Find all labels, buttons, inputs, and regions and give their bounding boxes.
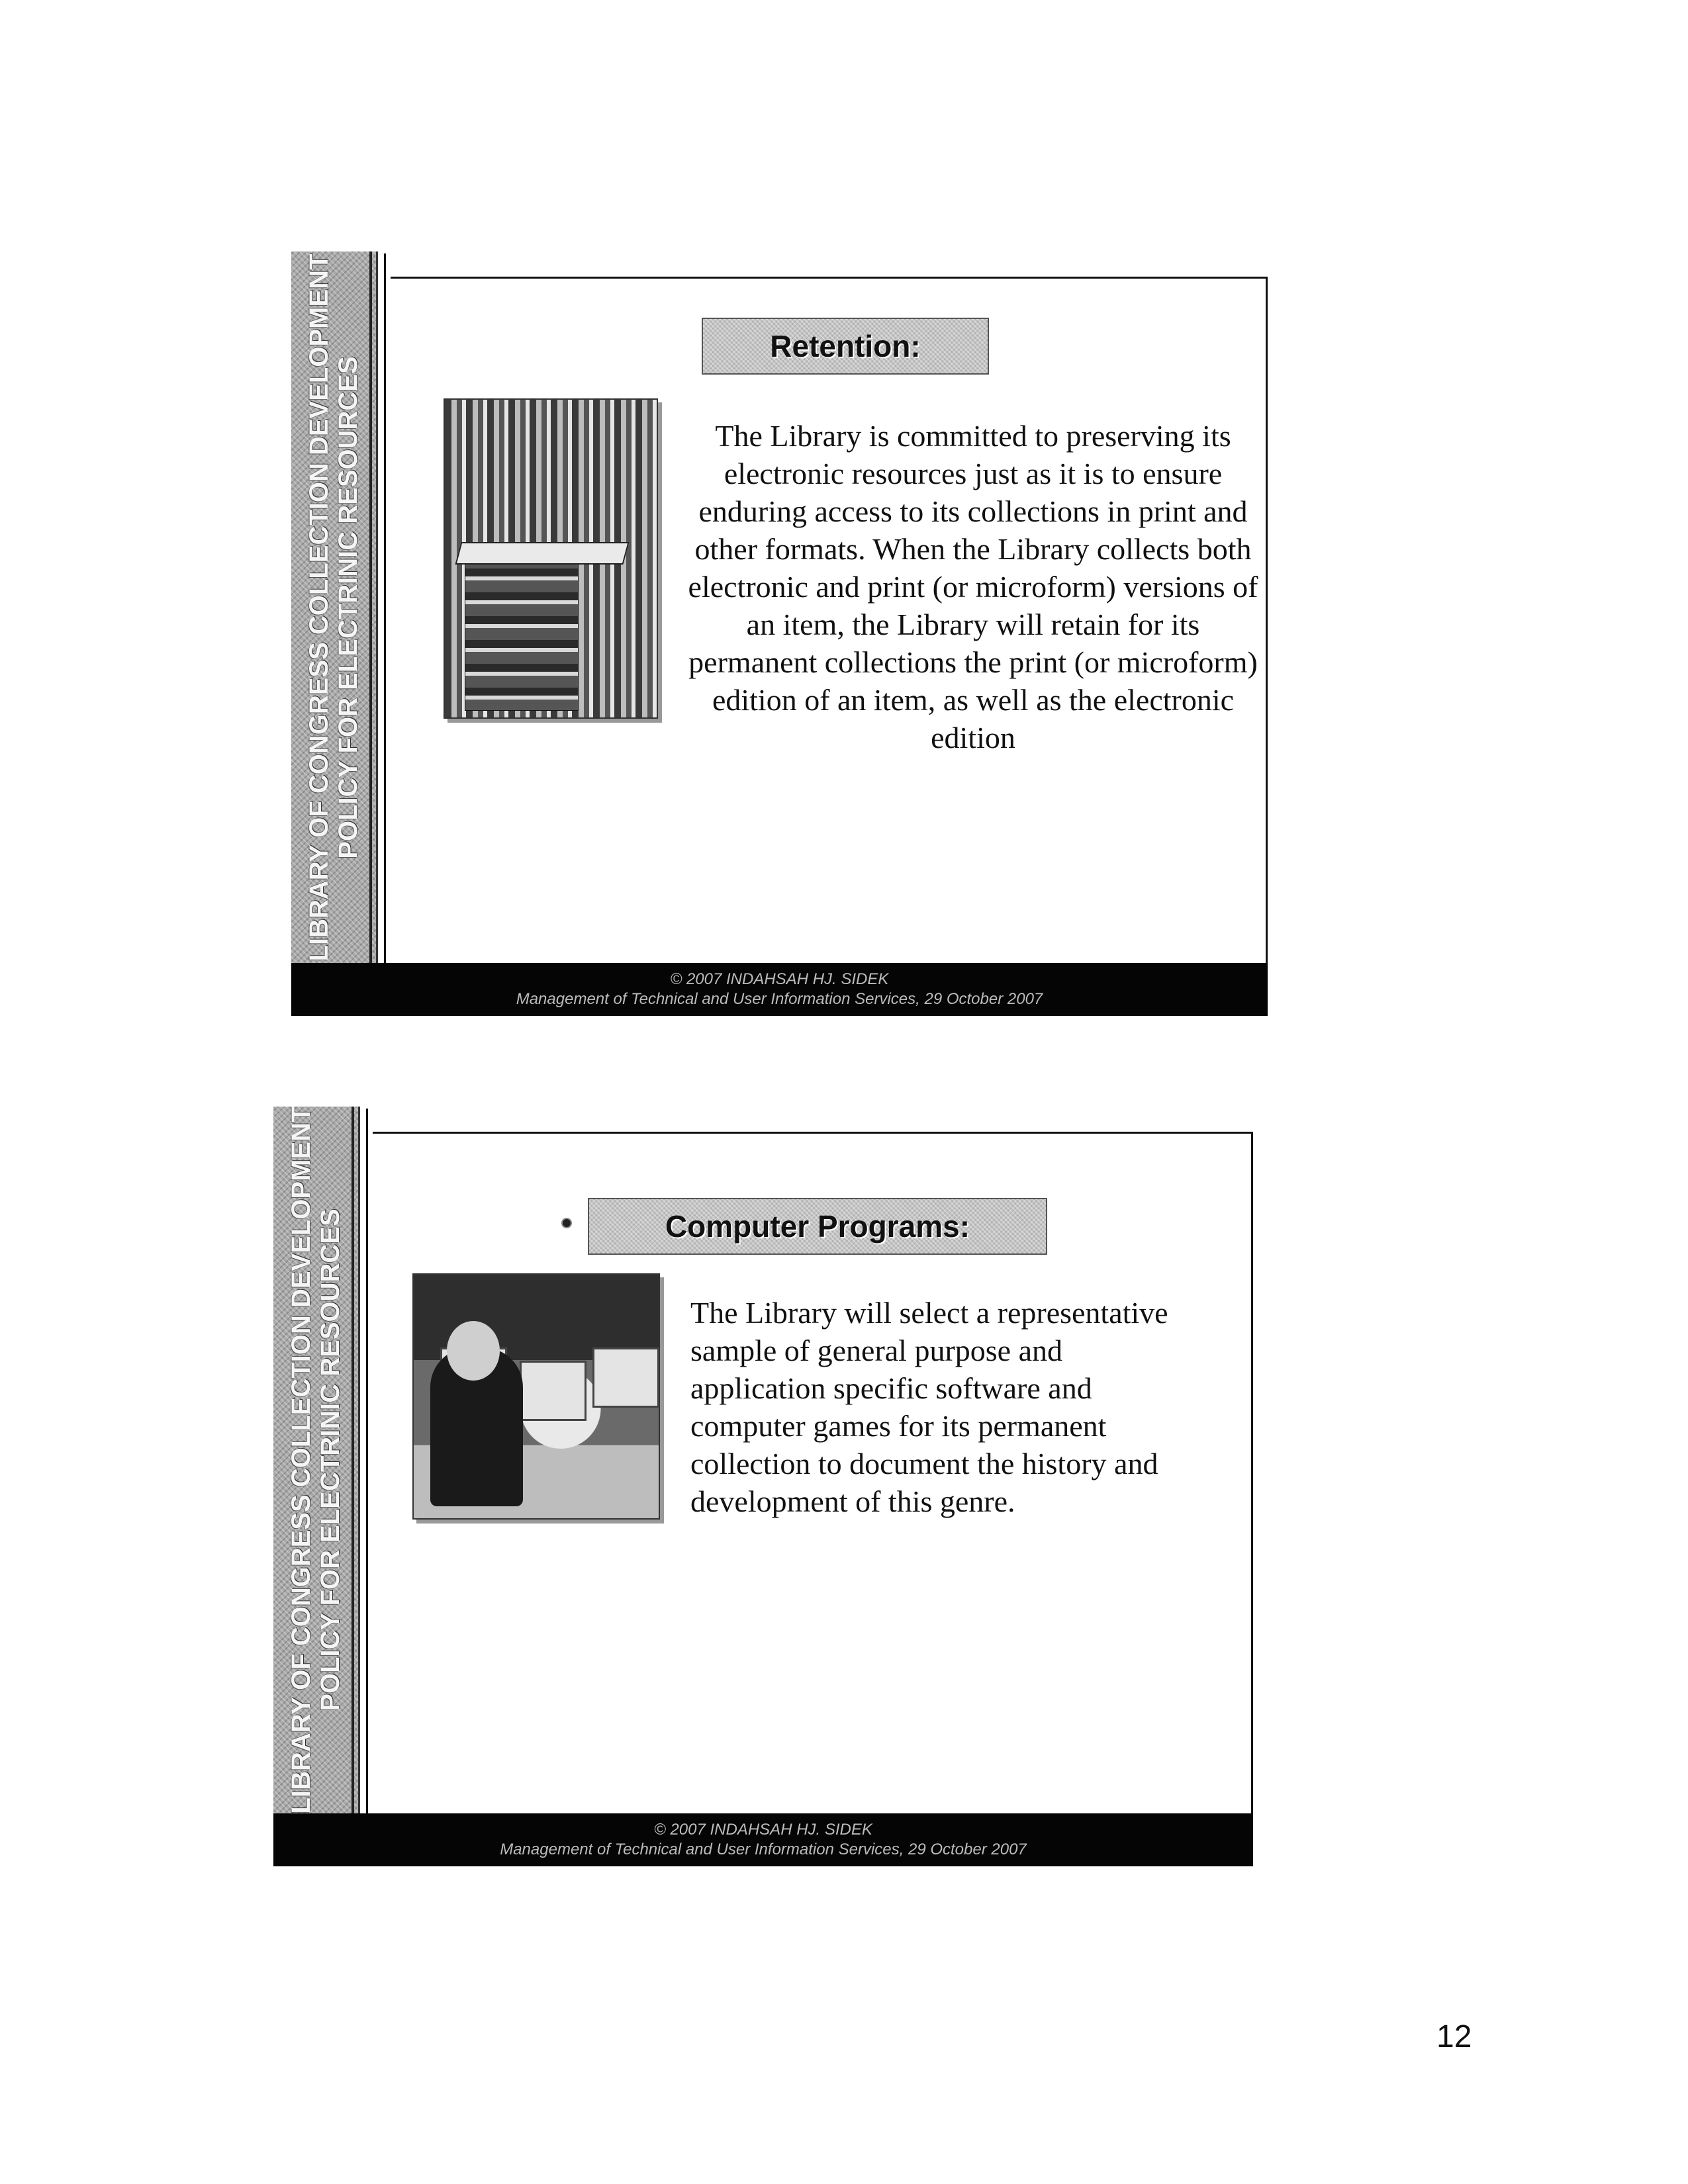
footer-event: Management of Technical and User Information Services, 29 October 2007 xyxy=(516,990,1043,1008)
open-book xyxy=(455,542,629,565)
footer-event: Management of Technical and User Information Services, 29 October 2007 xyxy=(500,1841,1027,1858)
slide-footer xyxy=(273,1813,1253,1866)
page-number: 12 xyxy=(1436,2019,1472,2054)
side-banner-text xyxy=(305,253,363,961)
person-head xyxy=(447,1321,500,1381)
library-books-photo xyxy=(444,398,658,719)
slide-body: The Library is committed to preserving its electronic resources just as it is to ensure enduring access to its collections in print and other formats. When the Library collects both electronic and print (or microform) versions of an item, the Library will retain for its permanent collections the print (or microform) edition of an item, as well as the electronic edition xyxy=(688,419,1258,754)
side-banner-line-1: LIBRARY OF CONGRESS COLLECTION DEVELOPMENT xyxy=(287,1107,316,1813)
slide-title: Retention: xyxy=(702,318,989,375)
footer-copyright: © 2007 INDAHSAH HJ. SIDEK xyxy=(670,970,889,988)
slide-body: The Library will select a representative sample of general purpose and application specific software and computer games for its permanent collection to document the history and development of this genre. xyxy=(690,1296,1168,1518)
slide-footer xyxy=(291,963,1268,1016)
side-banner xyxy=(273,1107,360,1813)
banner-rule xyxy=(369,251,372,963)
book-stack xyxy=(465,544,579,711)
slide-computer-programs xyxy=(273,1107,1253,1866)
monitor-icon xyxy=(520,1361,586,1421)
slide-title: Computer Programs: xyxy=(588,1198,1047,1255)
monitor-icon xyxy=(592,1347,659,1408)
side-banner xyxy=(291,251,378,963)
side-banner-line-2: POLICY FOR ELECTRINIC RESOURCES xyxy=(334,355,363,859)
computer-lab-photo xyxy=(412,1273,660,1520)
banner-rule xyxy=(352,1107,354,1813)
slide-retention xyxy=(291,251,1268,1016)
bullet-icon xyxy=(561,1218,572,1228)
side-banner-text xyxy=(287,1107,345,1813)
footer-copyright: © 2007 INDAHSAH HJ. SIDEK xyxy=(654,1821,872,1839)
side-banner-line-2: POLICY FOR ELECTRINIC RESOURCES xyxy=(316,1208,345,1711)
side-banner-line-1: LIBRARY OF CONGRESS COLLECTION DEVELOPMENT xyxy=(305,253,334,961)
